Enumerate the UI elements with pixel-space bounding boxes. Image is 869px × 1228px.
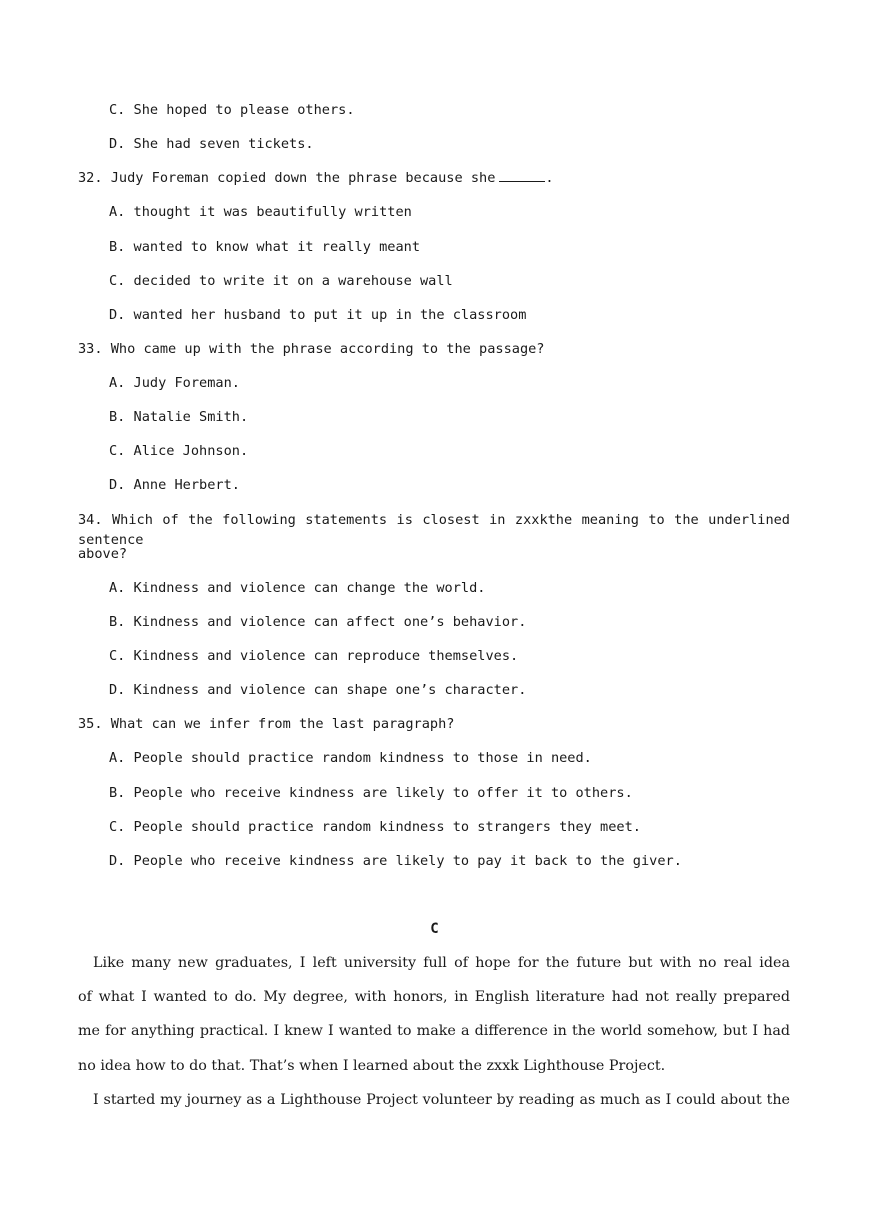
q33-option-a: A. Judy Foreman.: [109, 375, 240, 391]
passage-p1-line4: no idea how to do that. That’s when I learned about the zxxk Lighthouse Project.: [78, 1058, 666, 1074]
q34-option-b: B. Kindness and violence can affect one’s behavior.: [109, 614, 527, 630]
q31-option-d: D. She had seven tickets.: [109, 136, 314, 152]
q33-option-c: C. Alice Johnson.: [109, 443, 249, 459]
q34-option-c: C. Kindness and violence can reproduce themselves.: [109, 648, 519, 664]
q32-answer-blank: [499, 168, 545, 182]
q35-option-a: A. People should practice random kindness to those in need.: [109, 750, 592, 766]
q32-option-c: C. decided to write it on a warehouse wall: [109, 273, 453, 289]
q35-option-d: D. People who receive kindness are likely to pay it back to the giver.: [109, 853, 682, 869]
q32-option-a: A. thought it was beautifully written: [109, 204, 412, 220]
q33-stem: 33. Who came up with the phrase according to the passage?: [78, 341, 545, 357]
q34-stem-line2: above?: [78, 546, 128, 562]
q34-option-a: A. Kindness and violence can change the world.: [109, 580, 486, 596]
passage-p1-line1: Like many new graduates, I left university full of hope for the future but with no real idea: [93, 955, 790, 971]
q35-option-c: C. People should practice random kindness to strangers they meet.: [109, 819, 641, 835]
q32-option-b: B. wanted to know what it really meant: [109, 239, 420, 255]
q32-stem: [78, 168, 790, 188]
passage-p2-line1: I started my journey as a Lighthouse Project volunteer by reading as much as I could about the: [93, 1092, 790, 1108]
q35-stem: 35. What can we infer from the last paragraph?: [78, 716, 455, 732]
passage-p1-line3: me for anything practical. I knew I wanted to make a difference in the world somehow, but I had: [78, 1023, 790, 1039]
q31-option-c: C. She hoped to please others.: [109, 102, 355, 118]
q33-option-b: B. Natalie Smith.: [109, 409, 249, 425]
q32-option-d: D. wanted her husband to put it up in the classroom: [109, 307, 527, 323]
q35-option-b: B. People who receive kindness are likely to offer it to others.: [109, 785, 633, 801]
q33-option-d: D. Anne Herbert.: [109, 477, 240, 493]
q34-stem-line1: 34. Which of the following statements is closest in zxxkthe meaning to the underlined sentence: [78, 512, 790, 548]
q32-stem-text: 32. Judy Foreman copied down the phrase because she: [78, 170, 496, 186]
section-c-title: C: [430, 921, 439, 937]
passage-p1-line2: of what I wanted to do. My degree, with honors, in English literature had not really prepared: [78, 989, 790, 1005]
q34-option-d: D. Kindness and violence can shape one’s character.: [109, 682, 527, 698]
q32-stem-end: .: [545, 170, 554, 186]
